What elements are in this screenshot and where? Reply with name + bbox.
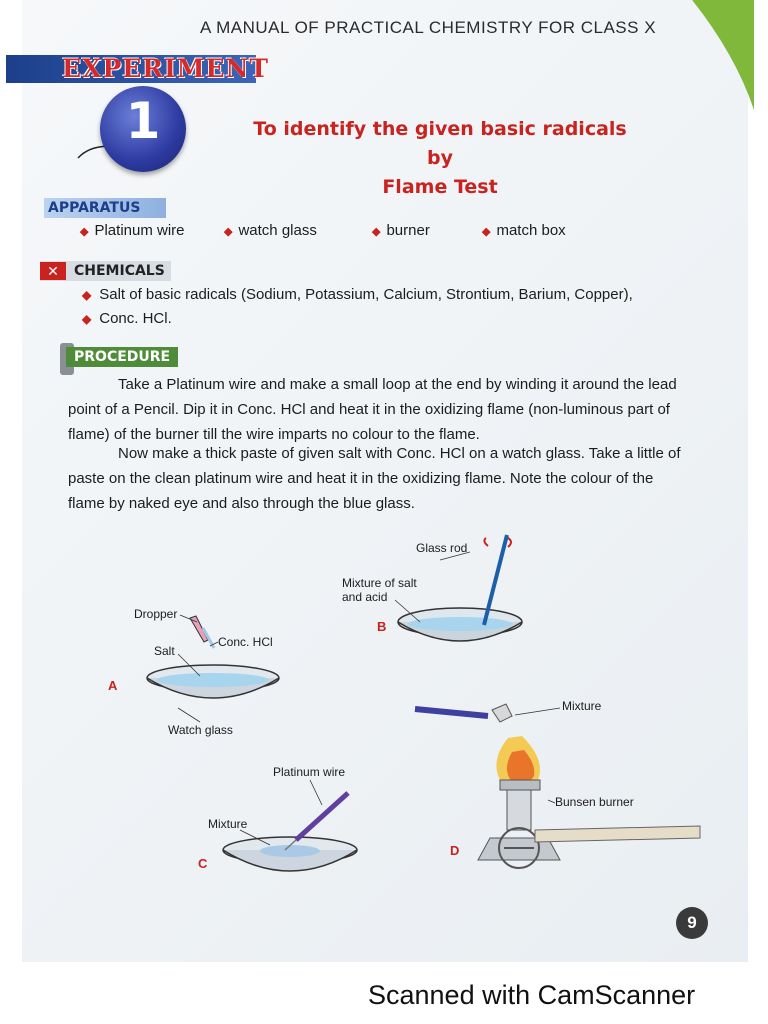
mixture-c-label: Mixture [208, 817, 248, 831]
platinum-wire-label: Platinum wire [273, 765, 346, 779]
procedure-paragraph-2: Now make a thick paste of given salt with Conc. HCl on a watch glass. Take a little of paste on the clean platinum wire and heat it in the oxidizing flame. Note the colour of the flame by naked eye and also through the blue glass. [68, 445, 681, 512]
procedure-heading: PROCEDURE [66, 347, 178, 367]
experiment-label: EXPERIMENT [62, 54, 269, 83]
salt-label: Salt [154, 644, 175, 658]
mixture-d-label: Mixture [562, 699, 602, 713]
dropper-label: Dropper [134, 607, 178, 621]
title-line-2: Flame Test [382, 176, 498, 198]
chemical-item: ◆ Salt of basic radicals (Sodium, Potassium, Calcium, Strontium, Barium, Copper), [82, 286, 633, 303]
camscanner-footer: Scanned with CamScanner [368, 980, 696, 1010]
apparatus-item: ◆ match box [482, 222, 566, 239]
bunsen-burner-label: Bunsen burner [555, 795, 634, 809]
page-number: 9 [676, 907, 708, 939]
conc-hcl-label: Conc. HCl [218, 635, 273, 649]
apparatus-heading: APPARATUS [44, 198, 166, 218]
chemical-item: ◆ Conc. HCl. [82, 310, 172, 327]
procedure-paragraph-1: Take a Platinum wire and make a small loop at the end by winding it around the lead point of a Pencil. Dip it in Conc. HCl and heat it in the oxidizing flame (non-luminous part of flame) of the burner till the wire imparts no colour to the flame. [68, 376, 677, 443]
apparatus-item: ◆ burner [372, 222, 430, 239]
figure-letter-a: A [108, 678, 118, 693]
experiment-number: 1 [125, 92, 161, 150]
chemicals-heading: CHEMICALS [40, 261, 171, 281]
apparatus-item: ◆ Platinum wire [80, 222, 185, 239]
figure-letter-c: C [198, 856, 208, 871]
watch-glass-label: Watch glass [168, 723, 233, 737]
apparatus-item: ◆ watch glass [224, 222, 317, 239]
mixture-salt-acid-label: Mixture of salt and acid [342, 576, 417, 604]
title-line-1: To identify the given basic radicals by [253, 118, 627, 169]
hazard-icon: ✕ [40, 262, 66, 280]
figure-letter-d: D [450, 843, 460, 858]
figure-letter-b: B [377, 619, 387, 634]
glass-rod-label: Glass rod [416, 541, 468, 555]
page-header: A MANUAL OF PRACTICAL CHEMISTRY FOR CLASS X [200, 18, 657, 37]
